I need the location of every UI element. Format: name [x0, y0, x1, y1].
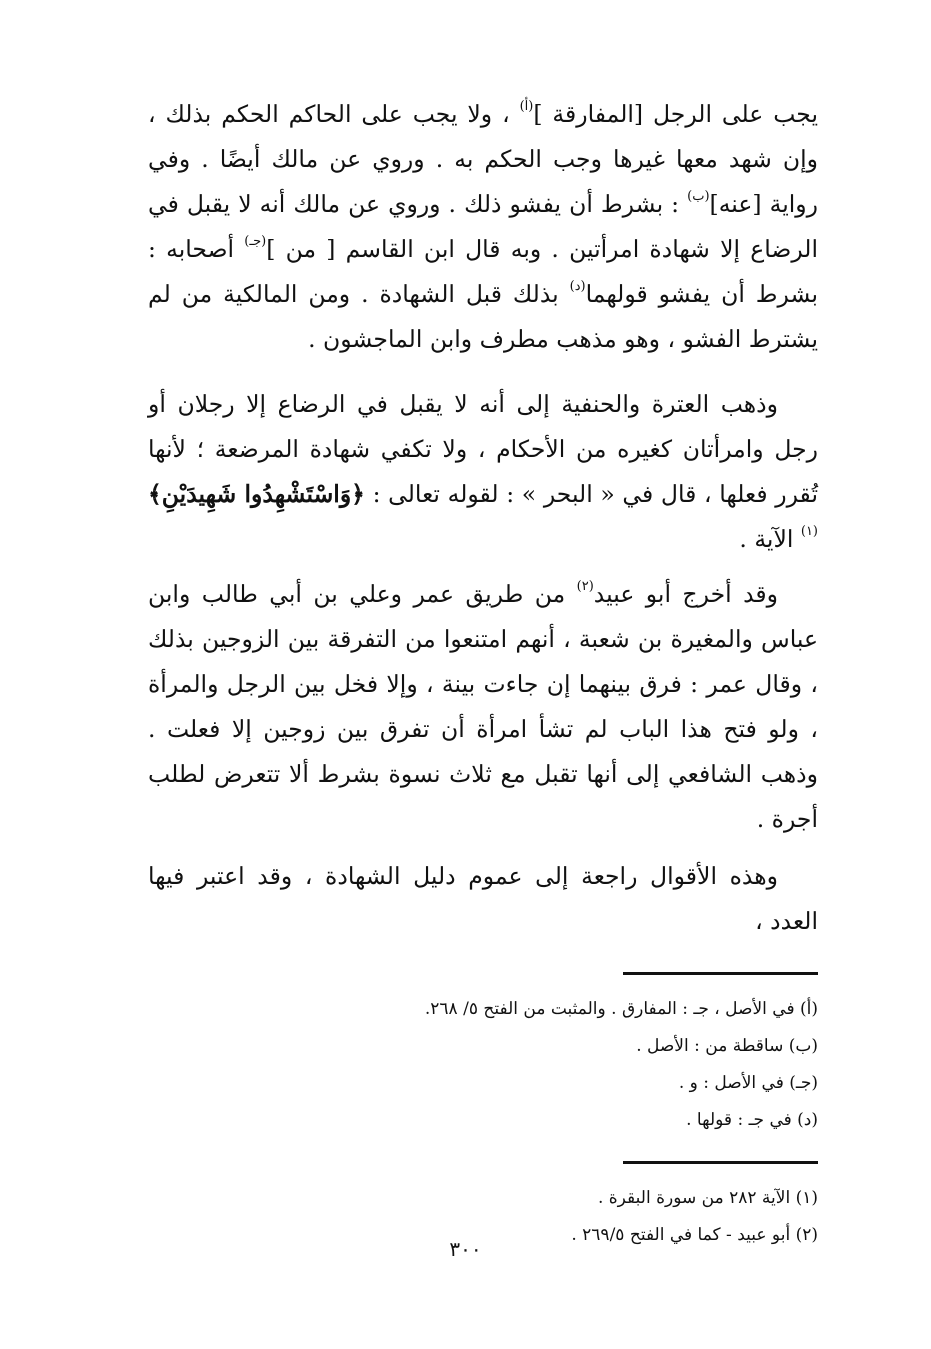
text-run: ، ولا يجب على الحاكم الحكم بذلك ، وإن شهد معها غيرها وجب الحكم به . وروي عن مالك أيضًا . وفي رواية [عنه]: [148, 100, 818, 218]
footnote-marker-1[interactable]: (١): [800, 524, 818, 539]
footnote-1: (١) الآية ٢٨٢ من سورة البقرة .: [597, 1188, 818, 1208]
footnote-jim: (جـ) في الأصل : و .: [678, 1073, 818, 1093]
text-run: يجب على الرجل [المفارقة ]: [533, 100, 818, 128]
text-run: وذهب العترة والحنفية إلى أنه لا يقبل في الرضاع إلا رجلان أو رجل وامرأتان كغيره من الأحكام ، ولا تكفي شهادة المرضعة ؛ لأنها تُقرر فعلها ، قال في « البحر » : لقوله تعالى :: [148, 390, 818, 508]
footnotes-letters: [148, 972, 818, 1139]
text-run: : بشرط أن يفشو ذلك . وروي عن مالك أنه لا يقبل في الرضاع إلا شهادة امرأتين . وبه قال ابن القاسم [ من ]: [148, 190, 818, 263]
footnote-marker-dal[interactable]: (د): [569, 279, 586, 294]
footnote-marker-alef[interactable]: (أ): [519, 99, 534, 114]
paragraph-3: [148, 572, 818, 842]
text-run: أصحابه : بشرط أن يفشو قولهما: [148, 235, 818, 308]
paragraph-2: [148, 382, 818, 562]
text-run: الآية .: [739, 525, 801, 553]
paragraph-4: وهذه الأقوال راجعة إلى عموم دليل الشهادة ، وقد اعتبر فيها العدد ،: [148, 862, 818, 935]
footnote-dal: (د) في جـ : قولها .: [686, 1110, 818, 1130]
footnote-ba: (ب) ساقطة من : الأصل .: [636, 1036, 818, 1056]
text-run: بذلك قبل الشهادة . ومن المالكية من لم يشترط الفشو ، وهو مذهب مطرف وابن الماجشون .: [148, 280, 818, 353]
footnote-2: (٢) أبو عبيد - كما في الفتح ٢٦٩/٥ .: [571, 1225, 818, 1245]
footnote-marker-2[interactable]: (٢): [576, 579, 594, 594]
text-run: وقد أخرج أبو عبيد: [593, 580, 778, 608]
footnote-marker-ba[interactable]: (ب): [687, 189, 710, 204]
paragraph-1: [148, 92, 818, 362]
footnote-alef: (أ) في الأصل ، جـ : المفارق . والمثبت من الفتح ٥/ ٢٦٨.: [424, 999, 818, 1019]
page-number: ٣٠٠: [449, 1237, 482, 1261]
text-run: من طريق عمر وعلي بن أبي طالب وابن عباس والمغيرة بن شعبة ، أنهم امتنعوا من التفرقة بين الزوجين بذلك ، وقال عمر : فرق بينهما إن جاءت بينة ، وإلا فخل بين الرجل والمرأة ، ولو فتح هذا الباب لم تشأ امرأة أن تفرق بين زوجين إلا فعلت . وذهب الشافعي إلى أنها تقبل مع ثلاث نسوة بشرط ألا تتعرض لطلب أجرة .: [148, 580, 818, 833]
quran-verse: ﴿وَاسْتَشْهِدُوا شَهِيدَيْنِ﴾: [148, 480, 365, 508]
footnote-marker-jim[interactable]: (جـ): [244, 234, 267, 249]
page-content: [148, 92, 818, 1254]
